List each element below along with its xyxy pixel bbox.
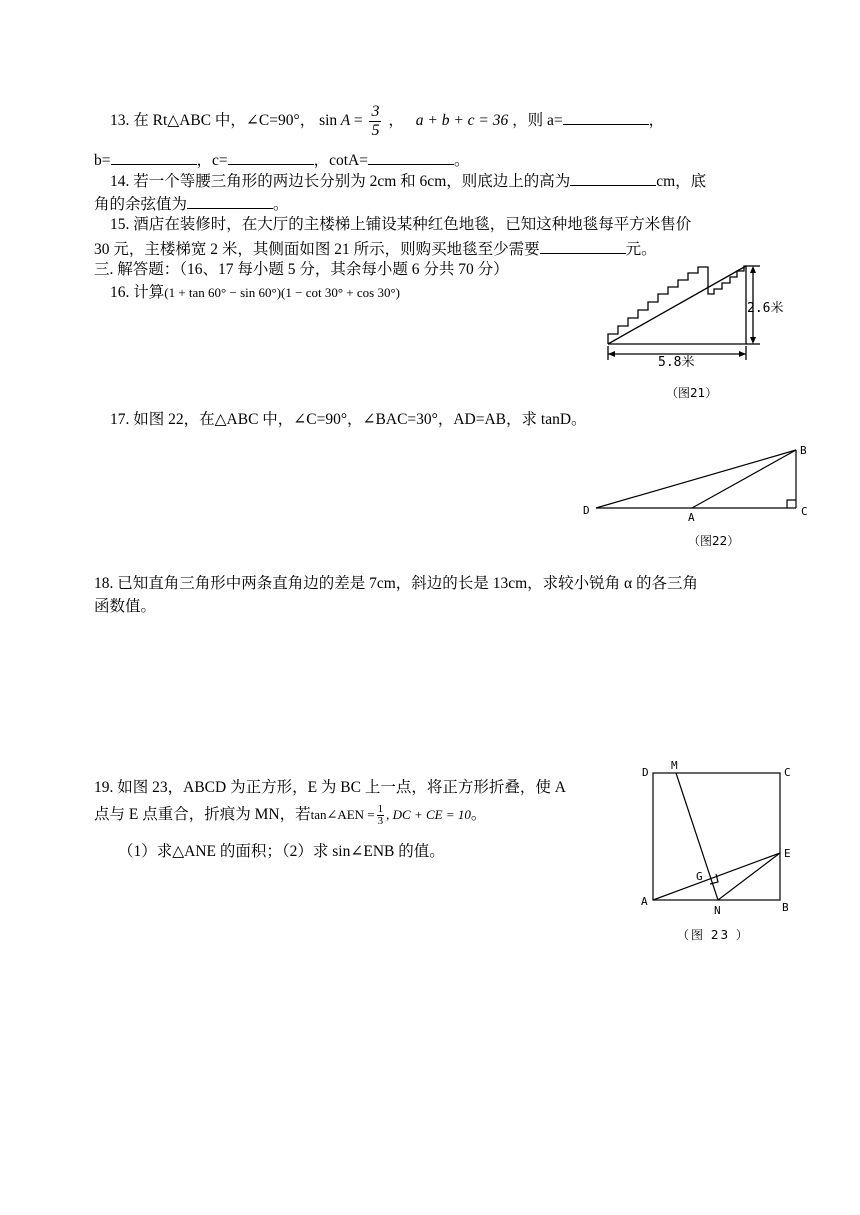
q13-b-label: b= [94,152,111,169]
section-3-heading: 三. 解答题：（16、17 每小题 5 分，其余每小题 6 分共 70 分） [94,261,509,278]
q13-blank-a [563,109,649,125]
q14-text-b: cm，底 [656,173,707,190]
figure-22-triangle [576,440,816,525]
fig23-label-d: D [642,766,649,779]
q14-text-a: 14. 若一个等腰三角形的两边长分别为 2cm 和 6cm，则底边上的高为 [110,173,571,190]
q14-blank-cos [187,193,273,209]
fig23-label-m: M [671,759,678,772]
q13-then-a: ，则 a= [512,112,563,130]
q15-text-1: 15. 酒店在装修时，在大厅的主楼梯上铺设某种红色地毯，已知这种地毯每平方米售价 [110,216,692,233]
q18-line1: 18. 已知直角三角形中两条直角边的差是 7cm，斜边的长是 13cm，求较小锐角 α 的各三角 [94,575,698,592]
q19-line1: 19. 如图 23，ABCD 为正方形，E 为 BC 上一点，将正方形折叠，使 A [94,779,566,796]
fig23-label-b: B [782,901,789,914]
q15-text-2: 30 元，主楼梯宽 2 米，其侧面如图 21 所示，则购买地毯至少需要 [94,241,540,258]
q13-blank-b [111,149,197,165]
q13-blank-cot [368,149,454,165]
fig22-label-c: C [801,505,808,518]
q19-line3: （1）求△ANE 的面积；（2）求 sin∠ENB 的值。 [118,843,445,860]
q19-text-a: 点与 E 点重合，折痕为 MN，若 [94,806,311,824]
fig21-caption: （图21） [666,386,718,400]
fig22-label-b: B [800,444,807,457]
q13-line2 [94,149,470,171]
q13-sum-expression: a + b + c = 36 [415,112,509,130]
q17-line: 17. 如图 22，在△ABC 中，∠C=90°，∠BAC=30°，AD=AB，求 tanD。 [110,411,587,428]
q15-blank-price [540,238,626,254]
q15-line1 [110,215,691,235]
fig22-label-d: D [583,504,590,517]
q13-fraction: $\frac{3}{5}$ [371,103,380,139]
q13-end: 。 [454,152,470,169]
q16-line [110,283,400,303]
q13-cot-label: ，cotA= [313,152,368,169]
fig23-label-g: G [696,870,703,883]
fig22-caption: （图22） [688,534,740,548]
q16-formula: (1 + tan 60° − sin 60°)(1 − cot 30° + cos 30°) [164,285,400,300]
q19-line2 [94,804,486,827]
q19-text-end: 。 [470,806,487,824]
fig21-width-label: 5.8米 [658,355,695,370]
figure-21-staircase [596,262,796,392]
fig23-label-e: E [784,847,791,860]
fig23-caption: （图 23 ） [677,928,750,942]
q19-tail-expr: , DC + CE = 10 [386,807,471,823]
q19-tan-expr: tan∠AEN = [310,807,375,823]
q13-prefix: 13. 在 Rt△ABC 中，∠C=90°， [110,112,316,130]
q19-fraction: $\frac{1}{3}$ [377,803,384,827]
q14-blank-height [570,170,656,186]
fig22-label-a: A [688,511,695,524]
fig23-label-c: C [784,766,791,779]
figure-23-square [636,756,806,924]
fig23-label-a: A [641,895,648,908]
q15-text-3: 元。 [625,241,657,258]
q14-line2 [94,193,289,215]
q15-line2 [94,238,657,260]
q13-blank-c [228,149,314,165]
fig23-label-n: N [714,904,721,917]
q13-line1: 13. 在 Rt△ABC 中，∠C=90°， sin A = $\frac{3}{5}$ ， a + b + c = 36 ，则 a= ， [110,103,665,139]
q13-sin-label: sin A = [319,112,363,130]
fig21-height-label: 2.6米 [747,301,784,316]
q14-line1 [110,170,706,192]
q16-label: 16. 计算 [110,284,165,301]
q14-text-d: 。 [273,196,289,213]
q13-c-label: ，c= [196,152,228,169]
q18-line2: 函数值。 [94,598,157,615]
q14-text-c: 角的余弦值为 [94,196,188,213]
